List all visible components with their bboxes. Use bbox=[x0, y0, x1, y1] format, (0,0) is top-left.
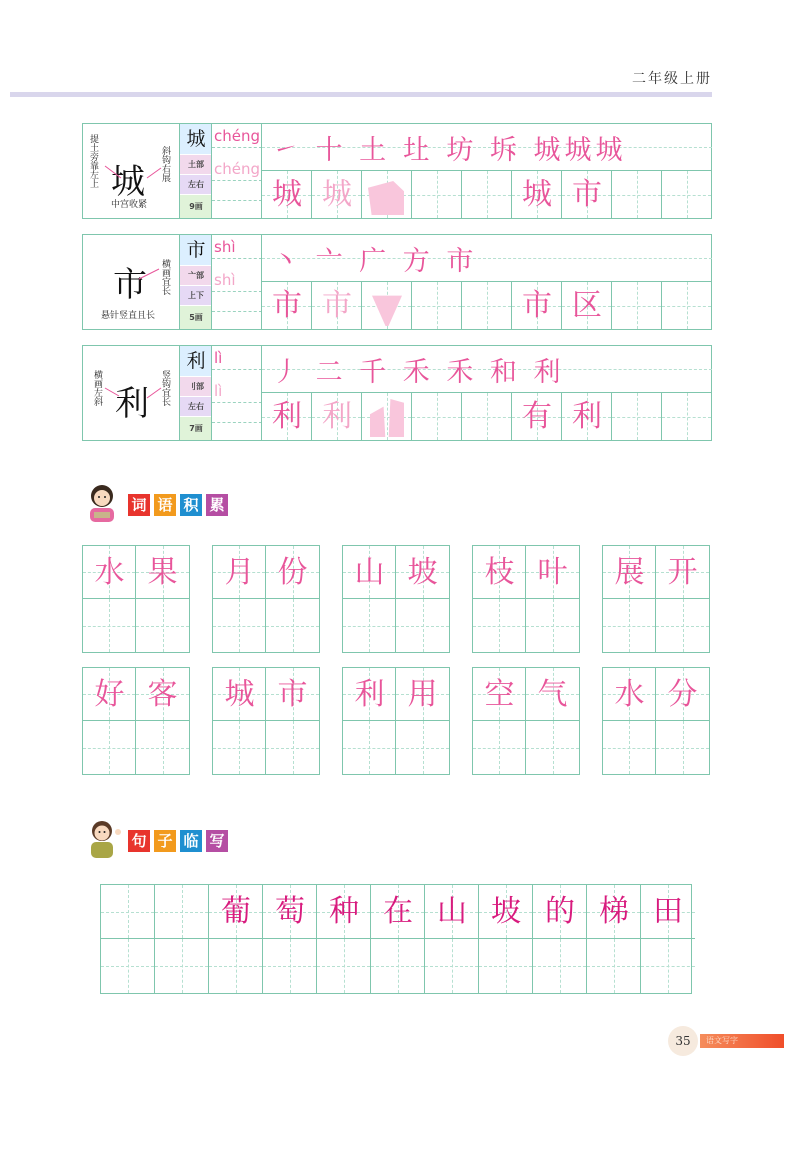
book-title: 二年级上册 bbox=[632, 71, 712, 87]
vocab-tag: 词 bbox=[128, 494, 150, 516]
vocab-cell[interactable] bbox=[656, 599, 709, 652]
info-stroke-count: 7画 bbox=[180, 417, 212, 440]
practice-cell[interactable] bbox=[412, 171, 462, 218]
vocab-cell[interactable] bbox=[343, 721, 396, 774]
char-info bbox=[179, 124, 212, 218]
char-note-left: 横画左斜 bbox=[92, 370, 102, 406]
vocab-cell[interactable] bbox=[213, 668, 266, 721]
stroke-order-row bbox=[261, 124, 712, 171]
vocab-char: 水 bbox=[614, 677, 645, 712]
girl-avatar-icon bbox=[82, 482, 122, 522]
vocab-cell[interactable] bbox=[656, 546, 709, 599]
vocab-box bbox=[212, 667, 320, 775]
vocab-cell[interactable] bbox=[473, 721, 526, 774]
vocab-char: 市 bbox=[277, 677, 308, 712]
info-radical: 亠部 bbox=[180, 266, 212, 285]
stroke-order: 丿 二 千 禾 禾 和 利 bbox=[272, 357, 565, 388]
vocab-box bbox=[602, 667, 710, 775]
sentence-cell[interactable] bbox=[209, 885, 263, 939]
practice-cell[interactable] bbox=[662, 282, 712, 329]
char-model-glyph: 利 bbox=[115, 384, 149, 424]
practice-cell[interactable] bbox=[612, 171, 662, 218]
sentence-char bbox=[101, 885, 155, 939]
vocab-box bbox=[472, 545, 580, 653]
guide-arrows bbox=[137, 265, 161, 285]
vocab-cell[interactable] bbox=[136, 668, 189, 721]
vocab-cell[interactable] bbox=[343, 546, 396, 599]
vocab-box bbox=[342, 667, 450, 775]
vocab-cell[interactable] bbox=[213, 546, 266, 599]
practice-cell[interactable] bbox=[362, 393, 412, 440]
vocab-cell[interactable] bbox=[136, 599, 189, 652]
practice-cell[interactable] bbox=[462, 393, 512, 440]
sentence-char: 种 bbox=[329, 894, 359, 929]
info-radical: 土部 bbox=[180, 155, 212, 174]
sentence-char: 的 bbox=[545, 894, 575, 929]
footer-band-text: 语文写字 bbox=[706, 1036, 738, 1045]
stroke-order: 丶 亠 广 方 市 bbox=[272, 246, 478, 277]
sentence-tag: 写 bbox=[206, 830, 228, 852]
vocab-box bbox=[602, 545, 710, 653]
vocab-char: 气 bbox=[537, 677, 568, 712]
vocab-char: 用 bbox=[407, 677, 438, 712]
vocab-tag: 语 bbox=[154, 494, 176, 516]
vocab-cell[interactable] bbox=[603, 721, 656, 774]
page-number: 35 bbox=[668, 1026, 698, 1056]
vocab-char: 分 bbox=[667, 677, 698, 712]
vocab-char: 果 bbox=[147, 555, 178, 590]
stroke-order-row bbox=[261, 235, 712, 282]
pinyin-box bbox=[211, 346, 262, 440]
vocab-char: 展 bbox=[614, 555, 645, 590]
pinyin: lì bbox=[214, 349, 223, 367]
pinyin: chéng bbox=[214, 127, 261, 145]
vocab-char: 叶 bbox=[537, 555, 568, 590]
vocab-char: 坡 bbox=[407, 555, 438, 590]
sentence-char: 在 bbox=[383, 894, 413, 929]
guide-arrows bbox=[103, 164, 163, 194]
practice-cell[interactable]: 市 bbox=[312, 282, 362, 329]
vocab-cell[interactable] bbox=[343, 599, 396, 652]
char-note-right: 竖钩宜长 bbox=[160, 370, 170, 406]
vocab-cell[interactable] bbox=[266, 546, 319, 599]
vocab-tag: 累 bbox=[206, 494, 228, 516]
info-structure: 上下 bbox=[180, 286, 212, 305]
char-note-bottom: 中宫收紧 bbox=[111, 200, 148, 210]
sentence-char: 葡 bbox=[221, 894, 251, 929]
vocab-cell[interactable] bbox=[526, 599, 579, 652]
sentence-cell[interactable] bbox=[425, 939, 479, 993]
vocab-cell[interactable] bbox=[526, 668, 579, 721]
stroke-order-row bbox=[261, 346, 712, 393]
char-model bbox=[83, 124, 179, 218]
char-model bbox=[83, 346, 179, 440]
info-structure: 左右 bbox=[180, 175, 212, 194]
vocab-cell[interactable] bbox=[266, 599, 319, 652]
sentence-cell[interactable] bbox=[263, 885, 317, 939]
practice-cell[interactable]: 有 bbox=[512, 393, 562, 440]
vocab-cell[interactable] bbox=[266, 668, 319, 721]
vocab-cell[interactable] bbox=[213, 721, 266, 774]
practice-cell[interactable] bbox=[362, 171, 412, 218]
vocab-box bbox=[472, 667, 580, 775]
vocab-char: 山 bbox=[354, 555, 385, 590]
info-char: 城 bbox=[180, 124, 212, 154]
vocab-box bbox=[212, 545, 320, 653]
vocab-cell[interactable] bbox=[473, 599, 526, 652]
vocab-cell[interactable] bbox=[396, 599, 449, 652]
practice-cell[interactable]: 利 bbox=[562, 393, 612, 440]
pinyin-box bbox=[211, 235, 262, 329]
practice-cell[interactable] bbox=[462, 282, 512, 329]
trace-ghost bbox=[372, 288, 402, 326]
vocab-char: 开 bbox=[667, 555, 698, 590]
practice-cell[interactable] bbox=[362, 282, 412, 329]
sentence-cell[interactable] bbox=[371, 885, 425, 939]
practice-cell[interactable] bbox=[462, 171, 512, 218]
pinyin-trace: shì bbox=[214, 271, 236, 289]
practice-cell[interactable]: 利 bbox=[312, 393, 362, 440]
vocab-cell[interactable] bbox=[83, 599, 136, 652]
sentence-char: 坡 bbox=[491, 894, 521, 929]
char-practice-cheng bbox=[82, 123, 712, 219]
vocab-cell[interactable] bbox=[343, 668, 396, 721]
vocab-char: 份 bbox=[277, 555, 308, 590]
sentence-char: 山 bbox=[437, 894, 467, 929]
vocab-box bbox=[342, 545, 450, 653]
sentence-cell[interactable] bbox=[263, 939, 317, 993]
sentence-cell[interactable] bbox=[587, 939, 641, 993]
sentence-grid bbox=[100, 884, 692, 994]
vocab-cell[interactable] bbox=[396, 721, 449, 774]
vocab-cell[interactable] bbox=[526, 721, 579, 774]
char-note-right: 横画宜长 bbox=[160, 259, 170, 295]
trace-ghost bbox=[368, 181, 404, 215]
footer-band bbox=[700, 1034, 784, 1048]
practice-cells bbox=[261, 282, 712, 329]
sentence-cell[interactable] bbox=[587, 885, 641, 939]
sentence-char: 田 bbox=[653, 894, 683, 929]
vocab-cell[interactable] bbox=[83, 668, 136, 721]
practice-cell[interactable] bbox=[612, 282, 662, 329]
sentence-cell[interactable] bbox=[371, 939, 425, 993]
sentence-cell[interactable] bbox=[641, 885, 695, 939]
sentence-char: 萄 bbox=[275, 894, 305, 929]
vocab-tag: 积 bbox=[180, 494, 202, 516]
char-info bbox=[179, 235, 212, 329]
sentence-cell[interactable] bbox=[533, 885, 587, 939]
sentence-cell[interactable] bbox=[641, 939, 695, 993]
sentence-cell[interactable] bbox=[101, 939, 155, 993]
info-radical: 刂部 bbox=[180, 377, 212, 396]
char-info bbox=[179, 346, 212, 440]
sentence-cell[interactable] bbox=[209, 939, 263, 993]
char-practice-shi bbox=[82, 234, 712, 330]
vocab-cell[interactable] bbox=[603, 668, 656, 721]
practice-cell[interactable] bbox=[662, 393, 712, 440]
pinyin-trace: lì bbox=[214, 382, 223, 400]
practice-cell[interactable]: 城 bbox=[512, 171, 562, 218]
sentence-tag: 句 bbox=[128, 830, 150, 852]
info-stroke-count: 9画 bbox=[180, 195, 212, 218]
practice-cells bbox=[261, 171, 712, 218]
info-char: 市 bbox=[180, 235, 212, 265]
practice-cell[interactable]: 市 bbox=[512, 282, 562, 329]
sentence-char: 梯 bbox=[599, 894, 629, 929]
teacher-avatar-icon bbox=[82, 818, 122, 858]
practice-cell[interactable]: 利 bbox=[262, 393, 312, 440]
char-note-right: 斜钩右展 bbox=[160, 146, 170, 182]
vocab-cell[interactable] bbox=[473, 668, 526, 721]
sentence-cell[interactable] bbox=[317, 939, 371, 993]
vocab-char: 空 bbox=[484, 677, 515, 712]
vocab-cell[interactable] bbox=[526, 546, 579, 599]
vocab-box bbox=[82, 667, 190, 775]
vocab-cell[interactable] bbox=[83, 721, 136, 774]
practice-cells bbox=[261, 393, 712, 440]
vocab-cell[interactable] bbox=[656, 668, 709, 721]
pinyin: shì bbox=[214, 238, 236, 256]
vocab-cell[interactable] bbox=[136, 721, 189, 774]
vocab-box bbox=[82, 545, 190, 653]
pinyin-box bbox=[211, 124, 262, 218]
info-structure: 左右 bbox=[180, 397, 212, 416]
char-model bbox=[83, 235, 179, 329]
sentence-cell[interactable] bbox=[155, 885, 209, 939]
vocab-cell[interactable] bbox=[396, 546, 449, 599]
vocab-cell[interactable] bbox=[396, 668, 449, 721]
practice-cell[interactable] bbox=[612, 393, 662, 440]
pinyin-trace: chéng bbox=[214, 160, 261, 178]
char-model-glyph: 城 bbox=[111, 162, 145, 202]
vocab-char: 水 bbox=[94, 555, 125, 590]
vocab-cell[interactable] bbox=[473, 546, 526, 599]
char-model-glyph: 市 bbox=[113, 265, 147, 305]
trace-ghost bbox=[370, 399, 404, 437]
practice-cell[interactable]: 市 bbox=[562, 171, 612, 218]
practice-cell[interactable]: 市 bbox=[262, 282, 312, 329]
vocab-char: 枝 bbox=[484, 555, 515, 590]
vocab-char: 利 bbox=[354, 677, 385, 712]
sentence-cell[interactable] bbox=[101, 885, 155, 939]
vocab-cell[interactable] bbox=[603, 546, 656, 599]
stroke-order: ㇀ 十 土 圵 坊 坼 城城城 bbox=[272, 135, 627, 166]
vocab-char: 客 bbox=[147, 677, 178, 712]
practice-cell[interactable]: 城 bbox=[262, 171, 312, 218]
sentence-cell[interactable] bbox=[533, 939, 587, 993]
vocab-cell[interactable] bbox=[656, 721, 709, 774]
sentence-cell[interactable] bbox=[479, 939, 533, 993]
guide-arrows bbox=[103, 384, 163, 408]
practice-cell[interactable] bbox=[412, 282, 462, 329]
sentence-cell[interactable] bbox=[155, 939, 209, 993]
info-char: 利 bbox=[180, 346, 212, 376]
sentence-cell[interactable] bbox=[479, 885, 533, 939]
char-note-left: 提土旁靠左上 bbox=[88, 134, 98, 188]
practice-cell[interactable] bbox=[662, 171, 712, 218]
practice-cell[interactable]: 区 bbox=[562, 282, 612, 329]
vocab-char: 好 bbox=[94, 677, 125, 712]
sentence-tag: 子 bbox=[154, 830, 176, 852]
char-note-bottom: 悬针竖直且长 bbox=[101, 311, 156, 321]
sentence-char bbox=[155, 885, 209, 939]
sentence-cell[interactable] bbox=[317, 885, 371, 939]
info-stroke-count: 5画 bbox=[180, 306, 212, 329]
sentence-cell[interactable] bbox=[425, 885, 479, 939]
vocab-cell[interactable] bbox=[83, 546, 136, 599]
sentence-tag: 临 bbox=[180, 830, 202, 852]
char-practice-li bbox=[82, 345, 712, 441]
header-bar bbox=[10, 92, 712, 97]
vocab-cell[interactable] bbox=[136, 546, 189, 599]
vocab-char: 月 bbox=[224, 555, 255, 590]
vocab-cell[interactable] bbox=[266, 721, 319, 774]
vocab-char: 城 bbox=[224, 677, 255, 712]
practice-cell[interactable] bbox=[412, 393, 462, 440]
vocab-cell[interactable] bbox=[603, 599, 656, 652]
practice-cell[interactable]: 城 bbox=[312, 171, 362, 218]
vocab-cell[interactable] bbox=[213, 599, 266, 652]
